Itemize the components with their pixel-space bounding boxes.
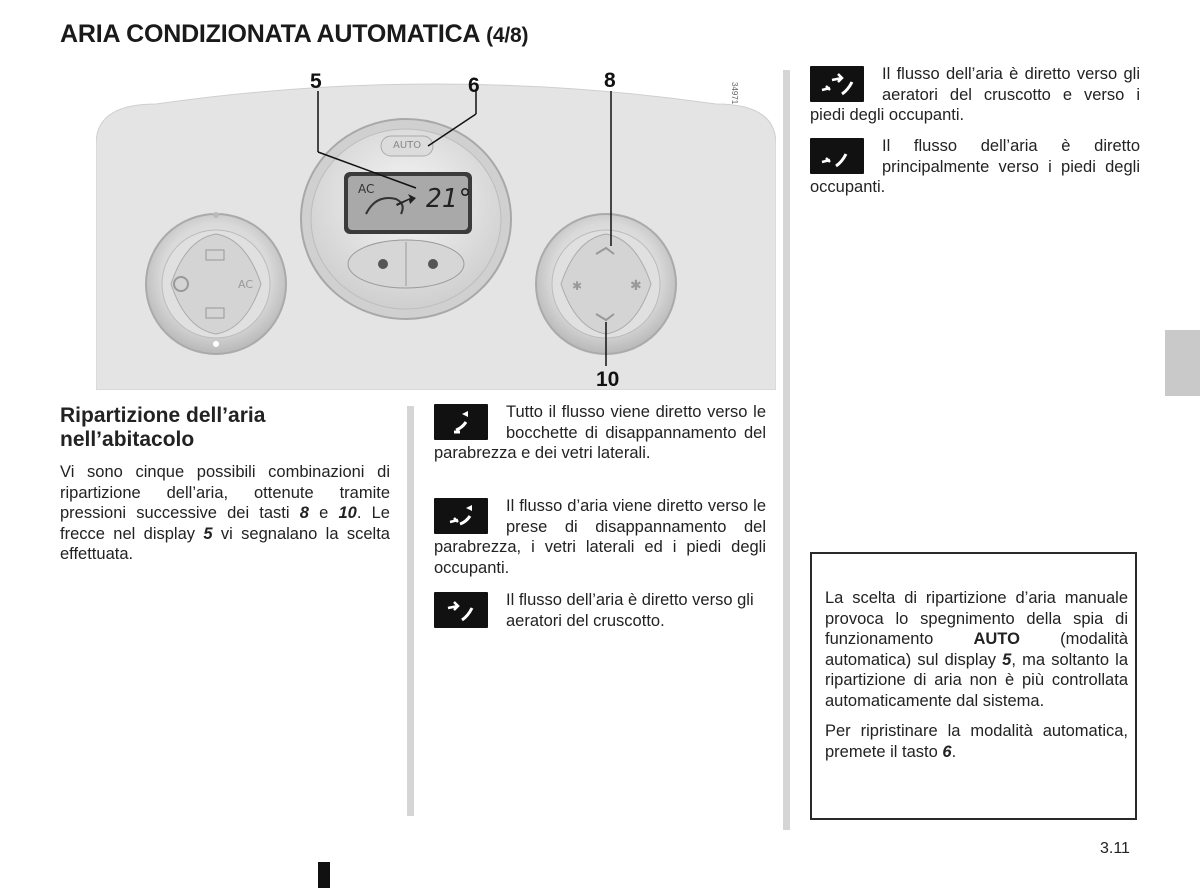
- mode-text-3: Il flusso dell’aria è diretto verso gli aeratori del cruscotto.: [506, 591, 754, 630]
- mode-text-4: Il flusso dell’aria è diretto verso gli aeratori del cruscotto e verso i piedi degli occupanti.: [810, 65, 1140, 124]
- key-ref-8: 8: [299, 504, 309, 522]
- display-temperature: 21°: [426, 184, 473, 214]
- feet-airflow-icon: [810, 138, 864, 174]
- section-heading: Ripartizione dell’aria nell’abitacolo: [60, 404, 266, 451]
- display-ref-5: 5: [203, 524, 213, 543]
- dashboard-feet-airflow-icon: [810, 66, 864, 102]
- key-ref-6: 6: [942, 742, 952, 761]
- climate-panel-figure: [96, 64, 776, 390]
- display-ref-5-note: 5: [1002, 650, 1012, 669]
- column-divider-right: [783, 70, 790, 830]
- page-title-main: ARIA CONDIZIONATA AUTOMATICA: [60, 20, 480, 48]
- note-paragraph-2: Per ripristinare la modalità automatica, premete il tasto 6.: [825, 722, 1128, 761]
- mode-item-1: [434, 402, 766, 464]
- svg-text:✱: ✱: [630, 278, 642, 294]
- mode-item-2: [434, 496, 766, 578]
- section-side-tab: [1165, 330, 1200, 396]
- key-ref-10: 10: [338, 504, 357, 522]
- callout-6: 6: [468, 74, 480, 97]
- display-ac-label: AC: [358, 182, 375, 196]
- page-title: [60, 20, 528, 49]
- left-knob-ac-label: AC: [238, 278, 254, 291]
- dashboard-vents-airflow-icon: [434, 592, 488, 628]
- mode-text-5: Il flusso dell’aria è diretto principalmente verso i piedi degli occupanti.: [810, 137, 1140, 196]
- note-box: [810, 552, 1137, 820]
- note-paragraph-1: La scelta di ripartizione d’aria manuale provoca lo spegnimento della spia di funzionamento AUTO (modalità automatica) sul display 5, ma soltanto la ripartizione di aria non è più controllata automaticamente dal sistema.: [825, 589, 1129, 710]
- callout-8: 8: [604, 69, 616, 92]
- page-number: 3.11: [1100, 840, 1130, 857]
- svg-text:✱: ✱: [572, 279, 583, 293]
- climate-panel-illustration: [96, 64, 776, 390]
- page-title-suffix: (4/8): [486, 24, 529, 47]
- mode-text-1: Tutto il flusso viene diretto verso le bocchette di disappannamento del parabrezza e dei vetri laterali.: [434, 403, 766, 462]
- callout-5: 5: [310, 70, 322, 93]
- auto-ref: AUTO: [973, 630, 1020, 648]
- image-code: 34971: [730, 82, 739, 105]
- windscreen-feet-airflow-icon: [434, 498, 488, 534]
- section-intro: Vi sono cinque possibili combinazioni di ripartizione dell’aria, ottenute tramite pressioni successive dei tasti 8 e 10. Le frecce nel display 5 vi segnalano la scelta effettuata.: [60, 463, 390, 563]
- note-text: [825, 588, 1128, 772]
- mode-item-4: [810, 64, 1140, 126]
- mode-item-5: [810, 136, 1140, 198]
- callout-10: 10: [596, 368, 620, 391]
- mode-item-3: [434, 590, 766, 631]
- page-edge-marker: [318, 862, 330, 888]
- column-divider-left: [407, 406, 414, 816]
- auto-button[interactable]: AUTO: [393, 140, 422, 151]
- mode-text-2: Il flusso d’aria viene diretto verso le prese di disappannamento del parabrezza, i vetri laterali ed i piedi degli occupanti.: [434, 497, 766, 577]
- windscreen-side-windows-airflow-icon: [434, 404, 488, 440]
